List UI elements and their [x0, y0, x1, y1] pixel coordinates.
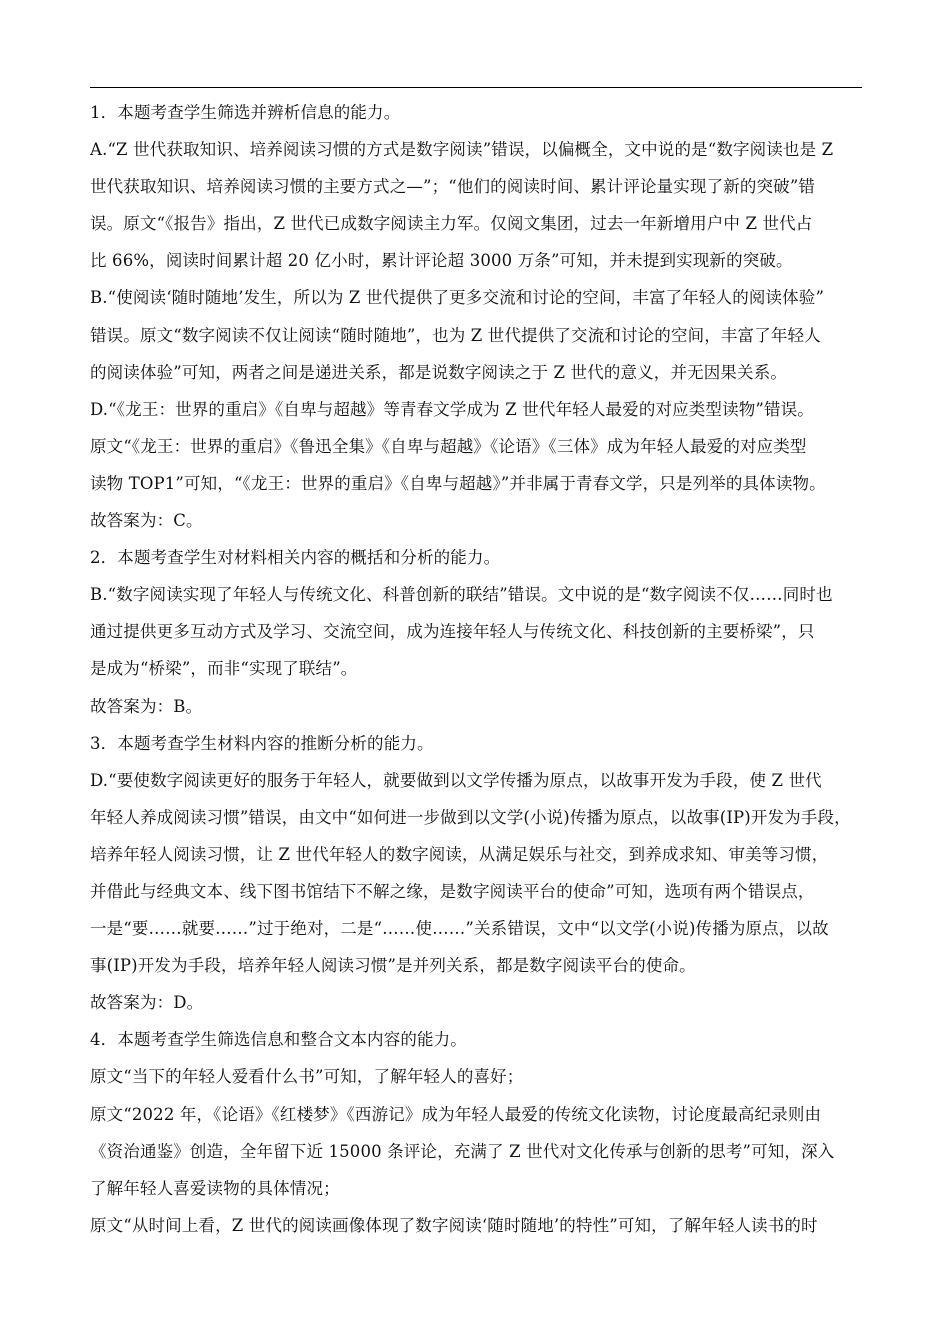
- q1-heading: 1．本题考查学生筛选并辨析信息的能力。: [90, 103, 401, 122]
- text-line: 误。原文“《报告》指出，Z 世代已成数字阅读主力军。仅阅文集团，过去一年新增用户中 Z 世代占: [90, 214, 813, 234]
- q3-answer: 故答案为：D。: [90, 993, 204, 1013]
- text-line: 一是“要……就要……”过于绝对，二是“……使……”关系错误，文中“以文学(小说)传播为原点，以故: [90, 919, 829, 939]
- text-line: 了解年轻人喜爱读物的具体情况；: [90, 1178, 340, 1198]
- q4-heading: 4．本题考查学生筛选信息和整合文本内容的能力。: [90, 1030, 467, 1050]
- header-rule: [90, 87, 862, 88]
- text-line: 世代获取知识、培养阅读习惯的主要方式之—”；“他们的阅读时间、累计评论量实现了新的突破”错: [90, 177, 816, 197]
- text-line: 的阅读体验”可知，两者之间是递进关系，都是说数字阅读之于 Z 世代的意义，并无因果关系。: [90, 362, 787, 382]
- text-line: 是成为“桥梁”，而非“实现了联结”。: [90, 659, 358, 679]
- text-line: B.“数字阅读实现了年轻人与传统文化、科普创新的联结”错误。文中说的是“数字阅读不仅……同时也: [90, 585, 833, 605]
- q2-answer: 故答案为：B。: [90, 696, 203, 716]
- text-line: D.“《龙王：世界的重启》《自卑与超越》等青春文学成为 Z 世代年轻人最爱的对应类型读物”错误。: [90, 399, 814, 419]
- text-line: 原文“从时间上看，Z 世代的阅读画像体现了数字阅读‘随时随地’的特性”可知，了解年轻人读书的时: [90, 1215, 818, 1235]
- text-line: 《资治通鉴》创造，全年留下近 15000 条评论，充满了 Z 世代对文化传承与创新的思考”可知，深入: [90, 1141, 835, 1161]
- text-line: 年轻人养成阅读习惯”错误，由文中“如何进一步做到以文学(小说)传播为原点，以故事(IP)开发为手段，: [90, 807, 851, 827]
- text-line: 事(IP)开发为手段，培养年轻人阅读习惯”是并列关系，都是数字阅读平台的使命。: [90, 956, 696, 976]
- q2-heading: 2．本题考查学生对材料相关内容的概括和分析的能力。: [90, 548, 501, 568]
- answer-explanation-text: [90, 94, 880, 1244]
- text-line: A.“Z 世代获取知识、培养阅读习惯的方式是数字阅读”错误，以偏概全，文中说的是“数字阅读也是 Z: [90, 140, 834, 160]
- text-line: 错误。原文“数字阅读不仅让阅读“随时随地”，也为 Z 世代提供了交流和讨论的空间，丰富了年轻人: [90, 325, 821, 345]
- text-line: B.“使阅读‘随时随地’发生，所以为 Z 世代提供了更多交流和讨论的空间，丰富了年轻人的阅读体验”: [90, 288, 825, 308]
- text-line: 通过提供更多互动方式及学习、交流空间，成为连接年轻人与传统文化、科技创新的主要桥梁”，只: [90, 622, 815, 642]
- text-line: 原文“2022 年，《论语》《红楼梦》《西游记》成为年轻人最爱的传统文化读物，讨论度最高纪录则由: [90, 1104, 822, 1124]
- text-line: 原文“当下的年轻人爱看什么书”可知，了解年轻人的喜好；: [90, 1067, 524, 1087]
- text-line: 培养年轻人阅读习惯，让 Z 世代年轻人的数字阅读，从满足娱乐与社交，到养成求知、审美等习惯，: [90, 844, 829, 864]
- text-line: 并借此与经典文本、线下图书馆结下不解之缘，是数字阅读平台的使命”可知，选项有两个错误点，: [90, 881, 815, 901]
- text-line: 原文“《龙王：世界的重启》《鲁迅全集》《自卑与超越》《论语》《三体》成为年轻人最爱的对应类型: [90, 436, 807, 456]
- q3-heading: 3．本题考查学生材料内容的推断分析的能力。: [90, 733, 434, 753]
- text-line: D.“要使数字阅读更好的服务于年轻人，就要做到以文学传播为原点，以故事开发为手段，使 Z 世代: [90, 770, 822, 790]
- text-line: 比 66%，阅读时间累计超 20 亿小时，累计评论超 3000 万条”可知，并未提到实现新的突破。: [90, 251, 793, 271]
- q1-answer: 故答案为：C。: [90, 511, 203, 531]
- text-line: 读物 TOP1”可知，“《龙王：世界的重启》《自卑与超越》”并非属于青春文学，只是列举的具体读物。: [90, 473, 826, 493]
